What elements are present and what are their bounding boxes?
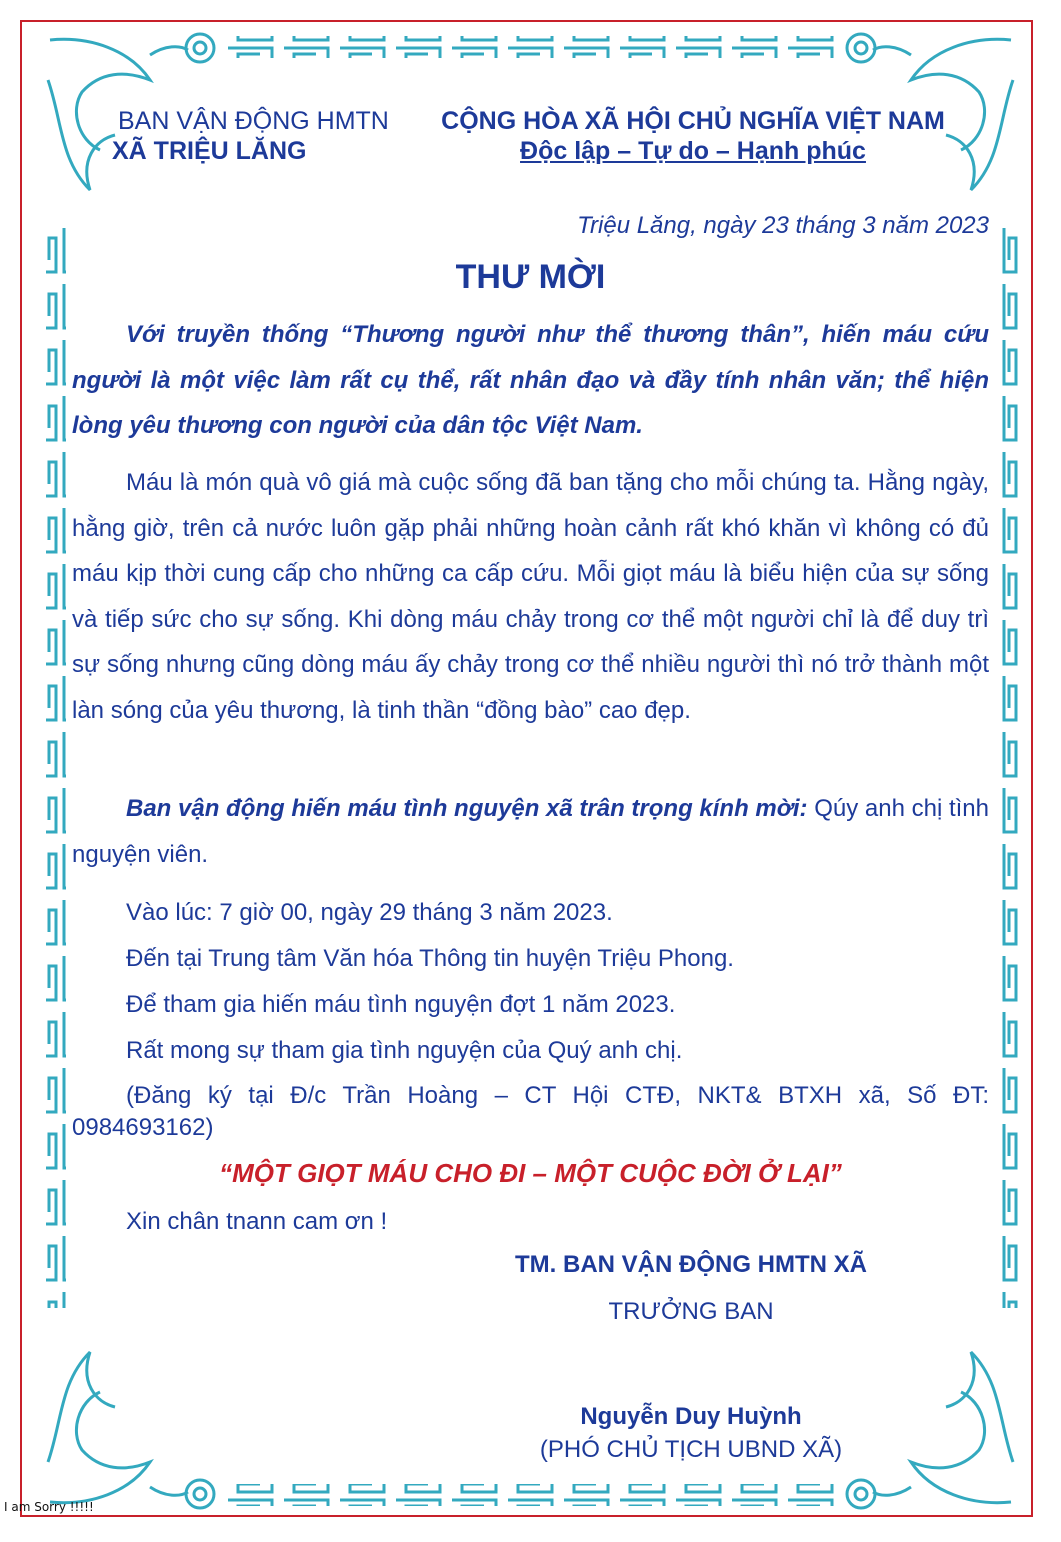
issuer-line-2: XÃ TRIỆU LĂNG [112, 137, 307, 165]
overlay-caption: I am Sorry !!!!! [4, 1500, 94, 1514]
place-date: Triệu Lăng, ngày 23 tháng 3 năm 2023 [577, 212, 989, 239]
invitation-invitees: Qúy anh chị tình nguyện viên. [72, 795, 989, 868]
body-paragraph: Máu là món quà vô giá mà cuộc sống đã ban tặng cho mỗi chúng ta. Hằng ngày, hằng giờ, trên cả nước luôn gặp phải những hoàn cảnh rất khó khăn vì không có đủ máu kịp thời cung cấp cho những ca cấp cứu. Mỗi giọt máu là biểu hiện của sự sống và tiếp sức cho sự sống. Khi dòng máu chảy trong cơ thể một người chỉ là để duy trì sự sống nhưng cũng dòng máu ấy chảy trong cơ thể nhiều người thì nó trở thành một làn sóng của yêu thương, là tinh thần “đồng bào” cao đẹp. [72, 469, 989, 724]
invitation-lead: Ban vận động hiến máu tình nguyện xã trân trọng kính mời: [126, 795, 808, 822]
signature-title: TM. BAN VẬN ĐỘNG HMTN XÃ [515, 1251, 867, 1278]
closing-thanks: Xin chân tnann cam ơn ! [126, 1208, 388, 1235]
signatory-position: (PHÓ CHỦ TỊCH UBND XÃ) [539, 1436, 843, 1463]
detail-place: Đến tại Trung tâm Văn hóa Thông tin huyện Triệu Phong. [126, 945, 734, 972]
issuer-line-1: BAN VẬN ĐỘNG HMTN [118, 107, 389, 135]
page-frame [20, 20, 1033, 1517]
issuer-block [112, 106, 389, 166]
signatory-name: Nguyễn Duy Huỳnh [580, 1403, 802, 1430]
registration-note: (Đăng ký tại Đ/c Trần Hoàng – CT Hội CTĐ, NKT& BTXH xã, Số ĐT: 0984693162) [72, 1082, 989, 1141]
intro-paragraph: Với truyền thống “Thương người như thể thương thân”, hiến máu cứu người là một việc làm rất cụ thể, rất nhân đạo và đầy tính nhân văn; thể hiện lòng yêu thương con người của dân tộc Việt Nam. [72, 321, 989, 439]
signature-role: TRƯỞNG BAN [608, 1298, 774, 1325]
detail-purpose: Để tham gia hiến máu tình nguyện đợt 1 năm 2023. [126, 991, 676, 1018]
nation-name: CỘNG HÒA XÃ HỘI CHỦ NGHĨA VIỆT NAM [441, 107, 945, 135]
detail-request: Rất mong sự tham gia tình nguyện của Quý anh chị. [126, 1037, 683, 1064]
national-heading [440, 106, 946, 166]
document-title: THƯ MỜI [455, 258, 606, 296]
national-motto: Độc lập – Tự do – Hạnh phúc [520, 137, 866, 165]
invitation-paragraph [72, 786, 989, 877]
slogan: “MỘT GIỌT MÁU CHO ĐI – MỘT CUỘC ĐỜI Ở LẠI” [219, 1158, 842, 1188]
detail-time: Vào lúc: 7 giờ 00, ngày 29 tháng 3 năm 2023. [126, 899, 613, 926]
